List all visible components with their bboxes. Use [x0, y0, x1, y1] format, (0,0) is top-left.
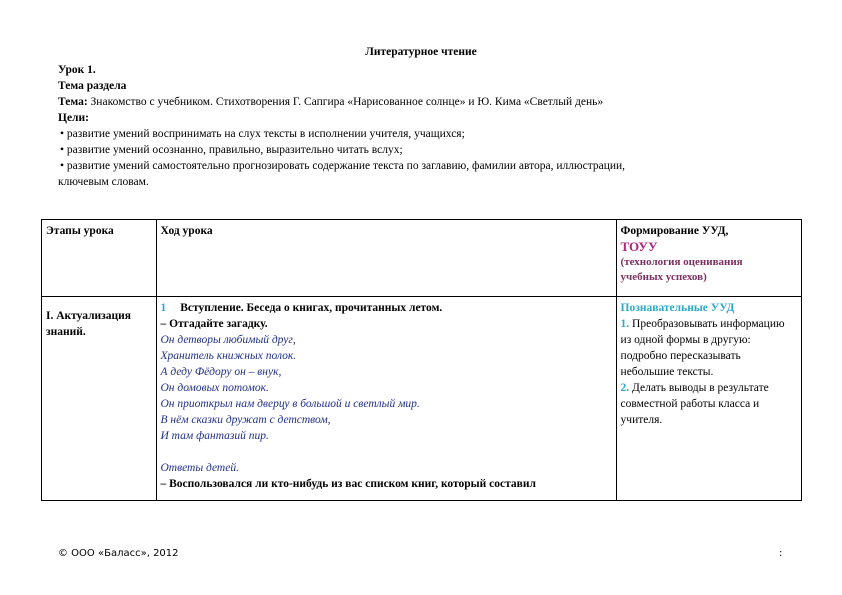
riddle-line: Он детворы любимый друг,	[160, 334, 296, 346]
uud-item	[621, 380, 797, 428]
uud-item-number: 1.	[620, 318, 630, 330]
header-uud-label: Формирование УУД,	[620, 225, 729, 237]
uud-item-text: Преобразовывать информацию из одной формы в другую: подробно пересказывать небольшие тексты.	[620, 318, 785, 378]
topic-text: Знакомство с учебником. Стихотворения Г. Сапгира «Нарисованное солнце» и Ю. Кима «Светлый день»	[87, 96, 604, 108]
header-stages: Этапы урока	[42, 220, 157, 297]
table-row	[42, 297, 802, 501]
item-number: 1	[160, 302, 167, 314]
goal-item: • развитие умений самостоятельно прогнозировать содержание текста по заглавию, фамилии автора, иллюстрации,	[60, 160, 626, 172]
riddle-line: И там фантазий пир.	[160, 430, 269, 442]
header-toou-sub2: учебных успехов)	[620, 271, 707, 283]
lesson-table	[41, 219, 802, 501]
header-toou: ТОУУ	[620, 239, 658, 254]
goal-item: • развитие умений осознанно, правильно, выразительно читать вслух;	[60, 144, 403, 156]
item-title: Вступление. Беседа о книгах, прочитанных летом.	[180, 302, 443, 314]
section-title: Тема раздела	[58, 80, 127, 92]
uud-cell	[616, 297, 801, 501]
page-title: Литературное чтение	[365, 46, 477, 58]
uud-title: Познавательные УУД	[620, 302, 735, 314]
lesson-number: Урок 1.	[58, 64, 96, 76]
course-cell	[156, 297, 616, 501]
teacher-prompt: – Отгадайте загадку.	[160, 318, 268, 330]
riddle-line: А деду Фёдору он – внук,	[160, 366, 282, 378]
table-header-row	[42, 220, 802, 297]
lesson-header	[58, 62, 778, 190]
riddle-line: Хранитель книжных полок.	[160, 350, 297, 362]
riddle-line: Он приоткрыл нам дверцу в большой и светлый мир.	[160, 398, 420, 410]
goal-item: • развитие умений воспринимать на слух тексты в исполнении учителя, учащихся;	[60, 128, 465, 140]
header-uud	[616, 220, 801, 297]
header-course: Ход урока	[156, 220, 616, 297]
item-heading	[161, 300, 612, 316]
header-toou-sub1: (технология оценивания	[620, 256, 743, 268]
uud-item-text: Делать выводы в результате совместной работы класса и учителя.	[620, 382, 769, 426]
topic-line	[58, 94, 778, 110]
topic-label: Тема:	[58, 96, 88, 108]
uud-item-number: 2.	[620, 382, 630, 394]
footer-copyright: © ООО «Баласс», 2012	[58, 548, 179, 559]
footer-page-mark: :	[779, 548, 783, 559]
goal-continuation: ключевым словам.	[58, 176, 149, 188]
teacher-question: – Воспользовался ли кто-нибудь из вас списком книг, который составил	[160, 478, 536, 490]
answers-note: Ответы детей.	[160, 462, 239, 474]
uud-item	[621, 316, 797, 380]
stage-line2: знаний.	[46, 326, 86, 338]
goals-label: Цели:	[58, 112, 89, 124]
stage-line1: I. Актуализация	[46, 310, 132, 322]
riddle-line: Он домовых потомок.	[160, 382, 269, 394]
stage-cell	[42, 297, 157, 501]
riddle-line: В нём сказки дружат с детством,	[160, 414, 331, 426]
